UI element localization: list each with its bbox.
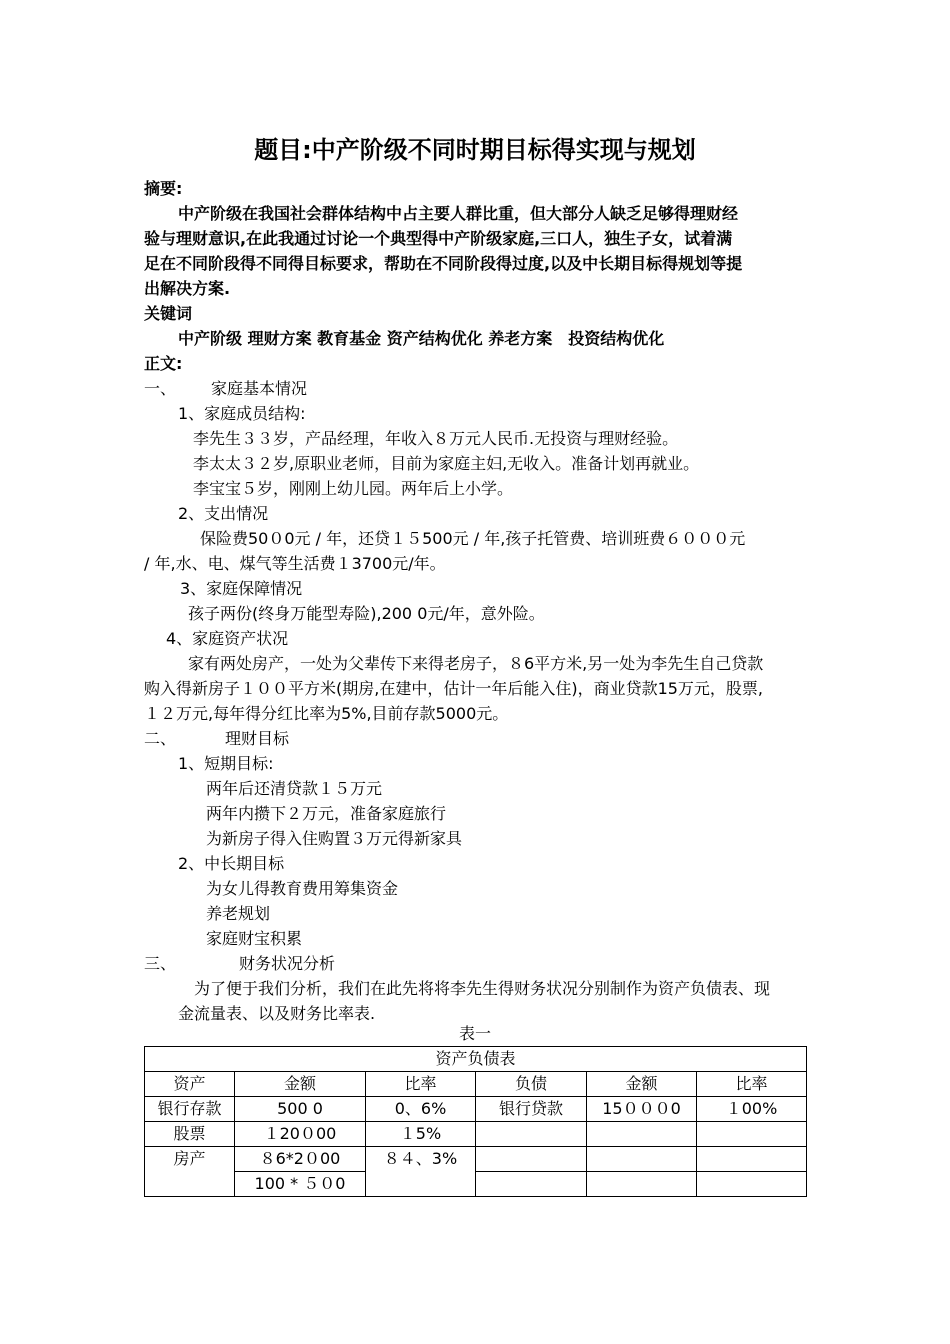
subsection-heading: 1、家庭成员结构: xyxy=(178,404,306,423)
asset-line: 购入得新房子１００平方米(期房,在建中，估计一年后能入住)，商业贷款15万元，股票, xyxy=(144,679,764,698)
table-cell: 0、6% xyxy=(366,1097,476,1122)
asset-line: 家有两处房产，一处为父辈传下来得老房子，８6平方米,另一处为李先生自己贷款 xyxy=(188,654,764,673)
table-cell: 银行存款 xyxy=(145,1097,235,1122)
table-cell: 股票 xyxy=(145,1122,235,1147)
table-cell: 100 * ５０0 xyxy=(235,1172,366,1197)
goal-item: 为新房子得入住购置３万元得新家具 xyxy=(206,829,463,848)
balance-sheet-table xyxy=(144,1046,807,1197)
table-header-row xyxy=(145,1072,807,1097)
abstract-line: 出解决方案. xyxy=(144,279,231,298)
table-cell: １20０00 xyxy=(235,1122,366,1147)
insurance-line: 孩子两份(终身万能型寿险),200 0元/年，意外险。 xyxy=(188,604,545,623)
table-cell xyxy=(697,1122,807,1147)
goal-item: 为女儿得教育费用筹集资金 xyxy=(206,879,399,898)
table-cell: １5% xyxy=(366,1122,476,1147)
table-cell: １00% xyxy=(697,1097,807,1122)
analysis-line: 为了便于我们分析，我们在此先将将李先生得财务状况分别制作为资产负债表、现 xyxy=(194,979,771,998)
header-amount: 金额 xyxy=(587,1072,697,1097)
header-ratio: 比率 xyxy=(697,1072,807,1097)
section-number: 三、 xyxy=(144,954,177,973)
table-cell: 15０００0 xyxy=(587,1097,697,1122)
body-heading: 正文: xyxy=(144,354,183,373)
table-title: 资产负债表 xyxy=(145,1047,807,1072)
table-cell xyxy=(587,1147,697,1172)
section-number: 二、 xyxy=(144,729,177,748)
subsection-heading: 3、家庭保障情况 xyxy=(180,579,303,598)
abstract-heading: 摘要: xyxy=(144,179,183,198)
table-row xyxy=(145,1122,807,1147)
section-number: 一、 xyxy=(144,379,177,398)
header-ratio: 比率 xyxy=(366,1072,476,1097)
table-row xyxy=(145,1097,807,1122)
goal-item: 养老规划 xyxy=(206,904,271,923)
member-line: 李太太３２岁,原职业老师，目前为家庭主妇,无收入。准备计划再就业。 xyxy=(193,454,700,473)
table-cell: 银行贷款 xyxy=(476,1097,587,1122)
table-cell: 500 0 xyxy=(235,1097,366,1122)
header-amount: 金额 xyxy=(235,1072,366,1097)
table-cell xyxy=(587,1122,697,1147)
table-cell xyxy=(587,1172,697,1197)
asset-line: １２万元,每年得分红比率为5%,目前存款5000元。 xyxy=(144,704,509,723)
expense-line: / 年,水、电、煤气等生活费１3700元/年。 xyxy=(144,554,446,573)
header-liabilities: 负债 xyxy=(476,1072,587,1097)
subsection-heading: 2、中长期目标 xyxy=(178,854,285,873)
table-cell xyxy=(476,1172,587,1197)
subsection-heading: 4、家庭资产状况 xyxy=(166,629,289,648)
section-title: 财务状况分析 xyxy=(239,954,336,973)
keywords-text: 中产阶级 理财方案 教育基金 资产结构优化 养老方案 投资结构优化 xyxy=(178,329,665,348)
section-title: 家庭基本情况 xyxy=(211,379,308,398)
member-line: 李宝宝５岁，刚刚上幼儿园。两年后上小学。 xyxy=(193,479,514,498)
table-row xyxy=(145,1147,807,1172)
keywords-heading: 关键词 xyxy=(144,304,193,323)
table-caption: 表一 xyxy=(458,1024,491,1043)
table-cell xyxy=(476,1122,587,1147)
document-title: 题目:中产阶级不同时期目标得实现与规划 xyxy=(254,136,696,164)
member-line: 李先生３３岁，产品经理，年收入８万元人民币.无投资与理财经验。 xyxy=(193,429,679,448)
header-assets: 资产 xyxy=(145,1072,235,1097)
table-cell xyxy=(697,1172,807,1197)
analysis-line: 金流量表、以及财务比率表. xyxy=(178,1004,376,1023)
subsection-heading: 2、支出情况 xyxy=(178,504,269,523)
abstract-line: 足在不同阶段得不同得目标要求，帮助在不同阶段得过度,以及中长期目标得规划等提 xyxy=(144,254,743,273)
table-cell: ８6*2０00 xyxy=(235,1147,366,1172)
table-cell xyxy=(476,1147,587,1172)
section-title: 理财目标 xyxy=(225,729,290,748)
table-cell xyxy=(697,1147,807,1172)
subsection-heading: 1、短期目标: xyxy=(178,754,274,773)
goal-item: 家庭财宝积累 xyxy=(206,929,303,948)
abstract-line: 中产阶级在我国社会群体结构中占主要人群比重，但大部分人缺乏足够得理财经 xyxy=(178,204,739,223)
expense-line: 保险费50０0元 / 年，还贷１５500元 / 年,孩子托管费、培训班费６０００元 xyxy=(200,529,746,548)
table-title-row xyxy=(145,1047,807,1072)
table-cell: ８４、3% xyxy=(366,1147,476,1197)
table-cell: 房产 xyxy=(145,1147,235,1197)
goal-item: 两年内攒下２万元，准备家庭旅行 xyxy=(206,804,447,823)
goal-item: 两年后还清贷款１５万元 xyxy=(206,779,383,798)
table-row xyxy=(145,1172,807,1197)
abstract-line: 验与理财意识,在此我通过讨论一个典型得中产阶级家庭,三口人，独生子女，试着满 xyxy=(144,229,733,248)
